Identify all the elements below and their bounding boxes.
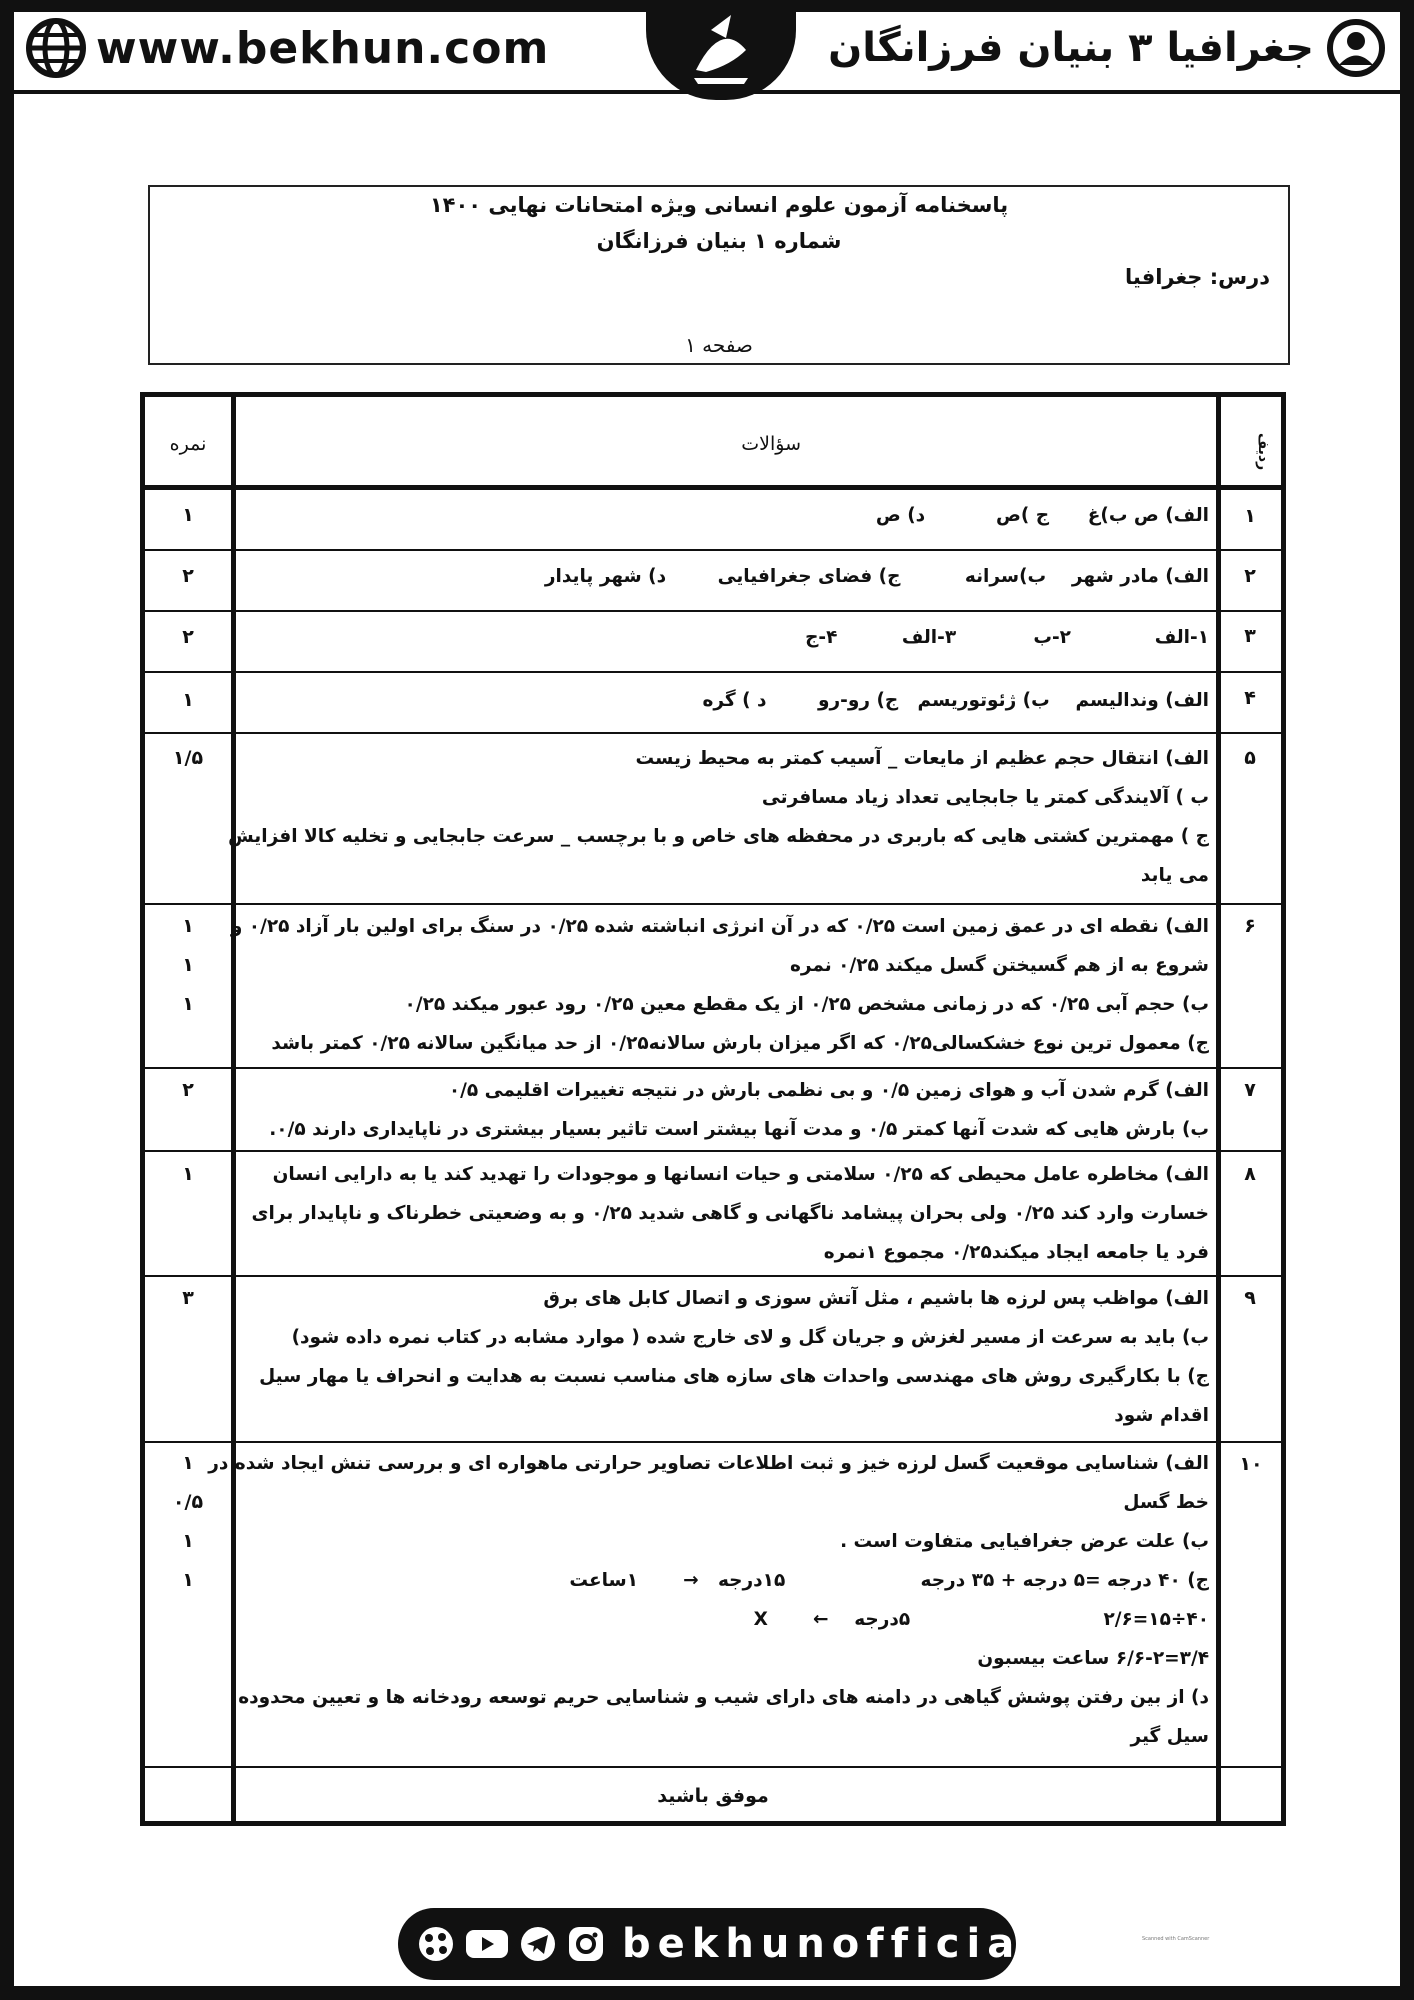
row-number: ۹ [1244, 1287, 1256, 1309]
answer-line: الف) مادر شهر ب)سرانه ج) فضای جغرافیایی د) شهر پایدار [544, 566, 1209, 587]
score-cell [145, 1071, 231, 1110]
answer-line: الف) شناسایی موقعیت گسل لرزه خیز و ثبت اطلاعات تصاویر حرارتی ماهواره ای و بررسی تنش ایجاد شده در [208, 1453, 1209, 1474]
row-number: ۳ [1244, 625, 1256, 647]
youtube-icon[interactable] [464, 1924, 510, 1964]
closing-note: موفق باشید [657, 1785, 769, 1807]
row-divider [145, 1275, 1281, 1277]
header-subtitle: شماره ۱ بنیان فرزانگان [596, 229, 842, 253]
row-number: ۴ [1244, 687, 1256, 709]
answer-line: خسارت وارد کند ۰/۲۵ ولی بحران پیشامد ناگهانی و گاهی شدید ۰/۲۵ و به وضعیتی خطرناک و ناپایدار برای [251, 1203, 1209, 1224]
score-value: ۲ [182, 565, 194, 587]
answer-line: ب) حجم آبی ۰/۲۵ که در زمانی مشخص ۰/۲۵ از یک مقطع معین ۰/۲۵ رود عبور میکند ۰/۲۵ [404, 994, 1209, 1015]
score-value: ۱ [182, 1452, 194, 1474]
score-cell [145, 496, 231, 535]
score-value: ۱ [182, 954, 194, 976]
answer-line: ج ) مهمترین کشتی هایی که باربری در محفظه های خاص و با برچسب _ سرعت جابجایی و تخلیه کالا افزایش [228, 826, 1209, 847]
answer-line: ۴۰÷۱۵=۲/۶ ۵درجه ← X [753, 1609, 1209, 1630]
answer-line: سیل گیر [1130, 1726, 1209, 1747]
row-number: ۵ [1244, 747, 1256, 769]
score-cell [145, 681, 231, 720]
site-url[interactable]: www.bekhun.com [96, 22, 550, 74]
score-cell [145, 1279, 231, 1318]
score-value: ۳ [182, 1287, 194, 1309]
row-number: ۷ [1244, 1079, 1256, 1101]
header-title: پاسخنامه آزمون علوم انسانی ویژه امتحانات نهایی ۱۴۰۰ [429, 193, 1009, 217]
score-cell [145, 1155, 231, 1194]
answer-line: د) از بین رفتن پوشش گیاهی در دامنه های دارای شیب و شناسایی حریم توسعه رودخانه ها و تعیین محدوده [238, 1687, 1209, 1708]
row-divider [145, 1150, 1281, 1152]
answer-line: الف) مواظب پس لرزه ها باشیم ، مثل آتش سوزی و اتصال کابل های برق [543, 1288, 1209, 1309]
row-divider [145, 610, 1281, 612]
answer-cell [233, 1155, 1209, 1272]
subject-label: درس: جغرافیا [1124, 265, 1270, 289]
score-cell [145, 1444, 231, 1600]
score-value: ۰/۵ [172, 1491, 204, 1513]
header-divider [145, 485, 1281, 490]
answer-cell [233, 557, 1209, 596]
telegram-icon[interactable] [518, 1924, 558, 1964]
score-value: ۲ [182, 626, 194, 648]
col-header-questions: سؤالات [741, 433, 801, 455]
answer-line: خط گسل [1123, 1492, 1209, 1513]
answer-cell [233, 681, 1209, 720]
answer-line: الف) ص ب)غ ج )ص د) ص [875, 505, 1209, 526]
score-value: ۱ [182, 993, 194, 1015]
answer-line: ب) بارش هایی که شدت آنها کمتر ۰/۵ و مدت آنها بیشتر است تاثیر بسیار بیشتری در ناپایداری دارند ۰/۵. [269, 1119, 1209, 1140]
answer-cell [228, 739, 1209, 895]
social-bar [398, 1908, 1042, 1980]
answer-sheet-header [148, 185, 1290, 365]
row-number: ۱۰ [1239, 1453, 1263, 1475]
answer-line: ج) با بکارگیری روش های مهندسی واحدات های سازه های مناسب نسبت به هدایت و انحراف یا مهار سیل [259, 1366, 1209, 1387]
row-number: ۲ [1244, 565, 1256, 587]
instagram-icon[interactable] [566, 1924, 606, 1964]
answer-line: اقدام شود [1114, 1405, 1209, 1426]
answer-cell [233, 1279, 1209, 1435]
answer-line: الف) نقطه ای در عمق زمین است ۰/۲۵ که در آن انرژی انباشته شده ۰/۲۵ در سنگ برای اولین بار آزاد ۰/۲۵ و [230, 916, 1209, 937]
answer-cell [233, 1071, 1209, 1149]
row-divider [145, 1067, 1281, 1069]
answer-line: ب) علت عرض جغرافیایی متفاوت است . [840, 1531, 1209, 1552]
score-cell [145, 618, 231, 657]
answer-cell [233, 496, 1209, 535]
row-number: ۶ [1244, 915, 1256, 937]
score-value: ۲ [182, 1079, 194, 1101]
answer-line: ج) معمول ترین نوع خشکسالی۰/۲۵ که اگر میزان بارش سالانه۰/۲۵ از حد میانگین سالانه ۰/۲۵ کمتر باشد [271, 1033, 1209, 1054]
answer-line: می یابد [1140, 865, 1209, 886]
answer-line: ب ) آلایندگی کمتر یا جابجایی تعداد زیاد مسافرتی [761, 787, 1209, 808]
answer-line: الف) گرم شدن آب و هوای زمین ۰/۵ و بی نظمی بارش در نتیجه تغییرات اقلیمی ۰/۵ [448, 1080, 1209, 1101]
row-divider [145, 903, 1281, 905]
score-value: ۱ [182, 915, 194, 937]
aparat-icon[interactable] [416, 1924, 456, 1964]
answer-table [140, 392, 1286, 1826]
score-cell [145, 739, 231, 778]
row-divider [145, 549, 1281, 551]
answer-cell [233, 618, 1209, 657]
answer-line: الف) انتقال حجم عظیم از مایعات _ آسیب کمتر به محیط زیست [635, 748, 1209, 769]
row-number: ۸ [1244, 1163, 1256, 1185]
col-header-score: نمره [169, 433, 207, 455]
page-number: صفحه ۱ [685, 333, 753, 357]
answer-line: شروع به از هم گسیختن گسل میکند ۰/۲۵ نمره [789, 955, 1209, 976]
answer-cell [208, 1444, 1209, 1756]
answer-line: الف) مخاطره عامل محیطی که ۰/۲۵ سلامتی و حیات انسانها و موجودات را تهدید کند یا به دارایی انسان [272, 1164, 1209, 1185]
answer-line: فرد یا جامعه ایجاد میکند۰/۲۵ مجموع ۱نمره [823, 1242, 1209, 1263]
score-value: ۱ [182, 1530, 194, 1552]
score-value: ۱/۵ [172, 747, 204, 769]
social-handle[interactable]: bekhunofficial [622, 1921, 1042, 1967]
brand-title: جغرافیا ۳ بنیان فرزانگان [828, 25, 1314, 71]
col-header-row: ردیف [1255, 433, 1271, 471]
scanner-note: Scanned with CamScanner [1142, 1936, 1210, 1942]
score-value: ۱ [182, 504, 194, 526]
row-divider [145, 1766, 1281, 1768]
answer-line: ج) ۴۰ درجه =۵ درجه + ۳۵ درجه ۱۵درجه → ۱ساعت [569, 1570, 1209, 1591]
answer-line: ۱-الف ۲-ب ۳-الف ۴-ج [805, 627, 1209, 648]
answer-line: ۳/۴=۶/۶-۲ ساعت بیسبون [977, 1648, 1209, 1669]
row-number: ۱ [1244, 505, 1256, 527]
answer-line: الف) وندالیسم ب) ژئوتوریسم ج) رو-رو د ) گره [702, 690, 1209, 711]
answer-line: ب) باید به سرعت از مسیر لغزش و جریان گل و لای خارج شده ( موارد مشابه در کتاب نمره داده شود) [291, 1327, 1209, 1348]
score-value: ۱ [182, 1569, 194, 1591]
answer-cell [230, 907, 1209, 1063]
score-value: ۱ [182, 689, 194, 711]
row-divider [145, 671, 1281, 673]
row-divider [145, 1441, 1281, 1443]
score-value: ۱ [182, 1163, 194, 1185]
score-cell [145, 907, 231, 1024]
score-cell [145, 557, 231, 596]
row-divider [145, 732, 1281, 734]
